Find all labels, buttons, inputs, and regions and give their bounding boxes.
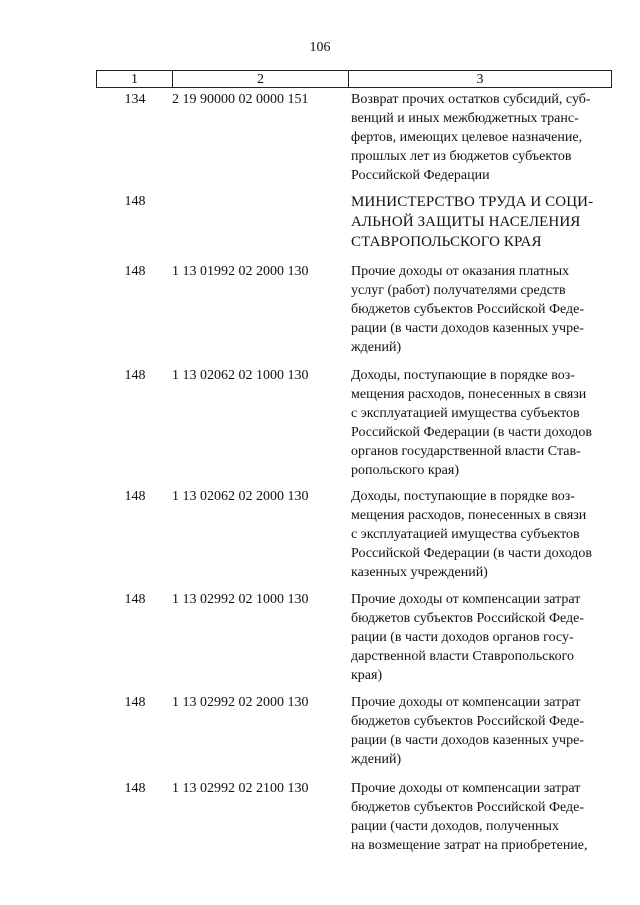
income-code: 1 13 02992 02 2000 130 [172,695,309,710]
income-name: Прочие доходы от компенсации затрат бюджетов субъектов Российской Феде- рации (в части доходов органов госу- дарственной власти Ставропольского края) [351,592,585,683]
admin-code: 148 [124,489,146,504]
income-name: Возврат прочих остатков субсидий, суб- венций и иных межбюджетных транс- фертов, имеющих целевое назначение, прошлых лет из бюджетов субъектов Российской Федерации [351,92,591,183]
admin-code: 148 [124,695,146,710]
admin-code: 148 [124,781,146,796]
income-code: 1 13 02062 02 1000 130 [172,368,309,383]
income-code: 1 13 02992 02 2100 130 [172,781,309,796]
column-header-1: 1 [97,71,173,88]
column-header-2: 2 [173,71,349,88]
income-name: Прочие доходы от оказания платных услуг (работ) получателями средств бюджетов субъектов Российской Феде- рации (в части доходов казенных учре- ждений) [351,264,585,355]
column-header-table [96,70,612,88]
income-name: Прочие доходы от компенсации затрат бюджетов субъектов Российской Феде- рации (в части доходов казенных учре- ждений) [351,695,585,767]
admin-code: 134 [124,92,146,107]
income-code: 2 19 90000 02 0000 151 [172,92,309,107]
ministry-name: МИНИСТЕРСТВО ТРУДА И СОЦИ- АЛЬНОЙ ЗАЩИТЫ НАСЕЛЕНИЯ СТАВРОПОЛЬСКОГО КРАЯ [351,194,594,250]
income-name: Доходы, поступающие в порядке воз- мещения расходов, понесенных в связи с эксплуатацией имущества субъектов Российской Федерации (в части доходов органов государственной власти Став- ропольского края) [351,368,593,478]
income-code: 1 13 02992 02 1000 130 [172,592,309,607]
income-name: Прочие доходы от компенсации затрат бюджетов субъектов Российской Феде- рации (части доходов, полученных на возмещение затрат на приобретение, [351,781,588,853]
admin-code: 148 [124,264,146,279]
page-number: 106 [309,40,331,55]
column-header-3: 3 [349,71,612,88]
admin-code: 148 [124,368,146,383]
column-header-row [97,71,612,88]
admin-code: 148 [124,592,146,607]
income-code: 1 13 02062 02 2000 130 [172,489,309,504]
admin-code: 148 [124,194,146,209]
income-code: 1 13 01992 02 2000 130 [172,264,309,279]
income-name: Доходы, поступающие в порядке воз- мещения расходов, понесенных в связи с эксплуатацией имущества субъектов Российской Федерации (в части доходов казенных учреждений) [351,489,593,580]
